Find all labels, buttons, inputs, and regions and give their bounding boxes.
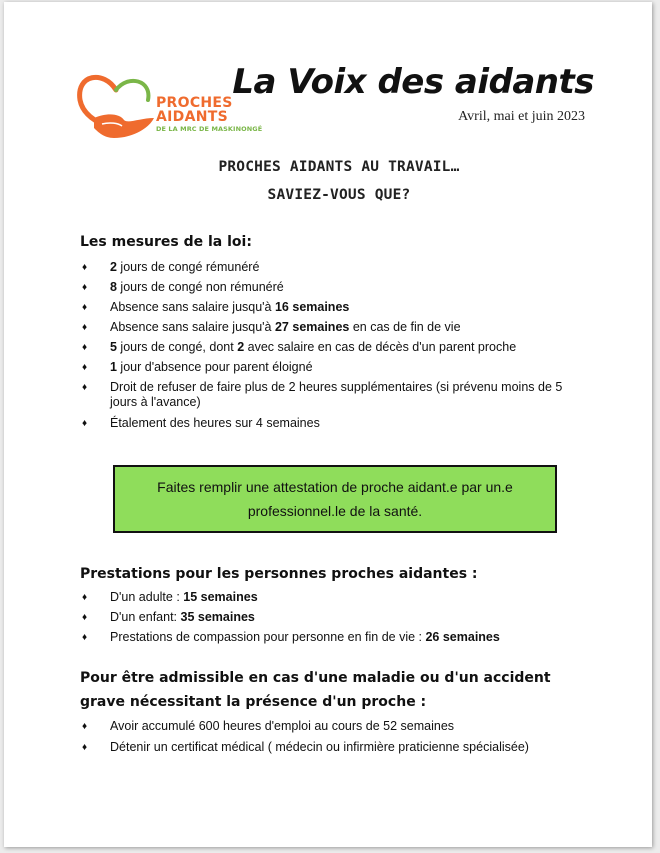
item-text: D'un enfant: — [110, 610, 181, 624]
bullet-diamond-icon: ♦ — [82, 612, 88, 623]
loi-list-item — [80, 280, 580, 295]
bold-text: 5 — [110, 340, 117, 354]
document-page — [4, 2, 652, 847]
item-text: jour d'absence pour parent éloigné — [116, 360, 313, 374]
item-text: Avoir accumulé 600 heures d'emploi au cours de 52 semaines — [110, 719, 455, 733]
prestations-list-item — [80, 630, 580, 645]
item-text: jours de congé rémunéré — [116, 260, 260, 274]
issue-date: Avril, mai et juin 2023 — [458, 109, 585, 124]
loi-list-item — [80, 260, 580, 275]
callout-box — [113, 465, 557, 533]
prestations-list-item — [80, 590, 580, 605]
item-text: D'un adulte : — [110, 590, 184, 604]
item-text: jours de congé non rémunéré — [116, 280, 284, 294]
prestations-list-item — [80, 610, 580, 625]
bullet-diamond-icon: ♦ — [82, 262, 88, 273]
bullet-diamond-icon: ♦ — [82, 742, 88, 753]
prestations-list — [80, 590, 580, 645]
item-text: Droit de refuser de faire plus de 2 heures supplémentaires (si prévenu moins de 5 jours à l'avance) — [110, 380, 563, 409]
bullet-diamond-icon: ♦ — [82, 362, 88, 373]
section-title-prestations: Prestations pour les personnes proches aidantes : — [80, 566, 478, 582]
heading-line-2: SAVIEZ-VOUS QUE? — [267, 187, 411, 203]
section-title-admissible: Pour être admissible en cas d'une maladie ou d'un accident grave nécessitant la présence d'un proche : — [80, 670, 551, 710]
item-text: Absence sans salaire jusqu'à — [110, 320, 275, 334]
bullet-diamond-icon: ♦ — [82, 322, 88, 333]
logo-text-proches: PROCHES — [156, 95, 233, 111]
loi-list-item — [80, 320, 580, 335]
admissible-list-item — [80, 719, 580, 734]
bullet-diamond-icon: ♦ — [82, 592, 88, 603]
loi-list — [80, 260, 580, 431]
bullet-diamond-icon: ♦ — [82, 632, 88, 643]
item-text: Étalement des heures sur 4 semaines — [110, 416, 320, 430]
item-text: Absence sans salaire jusqu'à — [110, 300, 275, 314]
logo-text-mrc: DE LA MRC DE MASKINONGÉ — [156, 125, 263, 133]
loi-list-item — [80, 340, 580, 355]
callout-text: Faites remplir une attestation de proche aidant.e par un.e professionnel.le de la santé. — [157, 479, 513, 519]
section-title-loi: Les mesures de la loi: — [80, 234, 252, 250]
bullet-diamond-icon: ♦ — [82, 282, 88, 293]
bold-text: 2 — [110, 260, 117, 274]
item-text: Détenir un certificat médical ( médecin ou infirmière praticienne spécialisée) — [110, 740, 529, 754]
bold-text: 2 — [237, 340, 245, 354]
bold-text: 16 semaines — [274, 300, 350, 314]
bold-text: 8 — [110, 280, 117, 294]
admissible-list-item — [80, 740, 580, 755]
logo-text-aidants: AIDANTS — [156, 109, 228, 125]
bold-text: 1 — [110, 360, 117, 374]
bullet-diamond-icon: ♦ — [82, 382, 88, 393]
newsletter-title: La Voix des aidants — [232, 62, 594, 102]
loi-list-item — [80, 380, 580, 410]
loi-list-item — [80, 300, 580, 315]
admissible-list — [80, 719, 580, 755]
bullet-diamond-icon: ♦ — [82, 418, 88, 429]
item-text: jours de congé, dont — [116, 340, 238, 354]
bullet-diamond-icon: ♦ — [82, 342, 88, 353]
bullet-diamond-icon: ♦ — [82, 721, 88, 732]
logo-heart-hand-icon — [74, 68, 160, 144]
item-text: Prestations de compassion pour personne en fin de vie : — [110, 630, 426, 644]
bold-text: 35 semaines — [180, 610, 255, 624]
bold-text: 15 semaines — [183, 590, 258, 604]
bold-text: 27 semaines — [274, 320, 350, 334]
item-text: avec salaire en cas de décès d'un parent proche — [244, 340, 517, 354]
heading-line-1: PROCHES AIDANTS AU TRAVAIL… — [218, 159, 460, 175]
loi-list-item — [80, 416, 580, 431]
bold-text: 26 semaines — [425, 630, 500, 644]
bullet-diamond-icon: ♦ — [82, 302, 88, 313]
item-text: en cas de fin de vie — [349, 320, 461, 334]
loi-list-item — [80, 360, 580, 375]
